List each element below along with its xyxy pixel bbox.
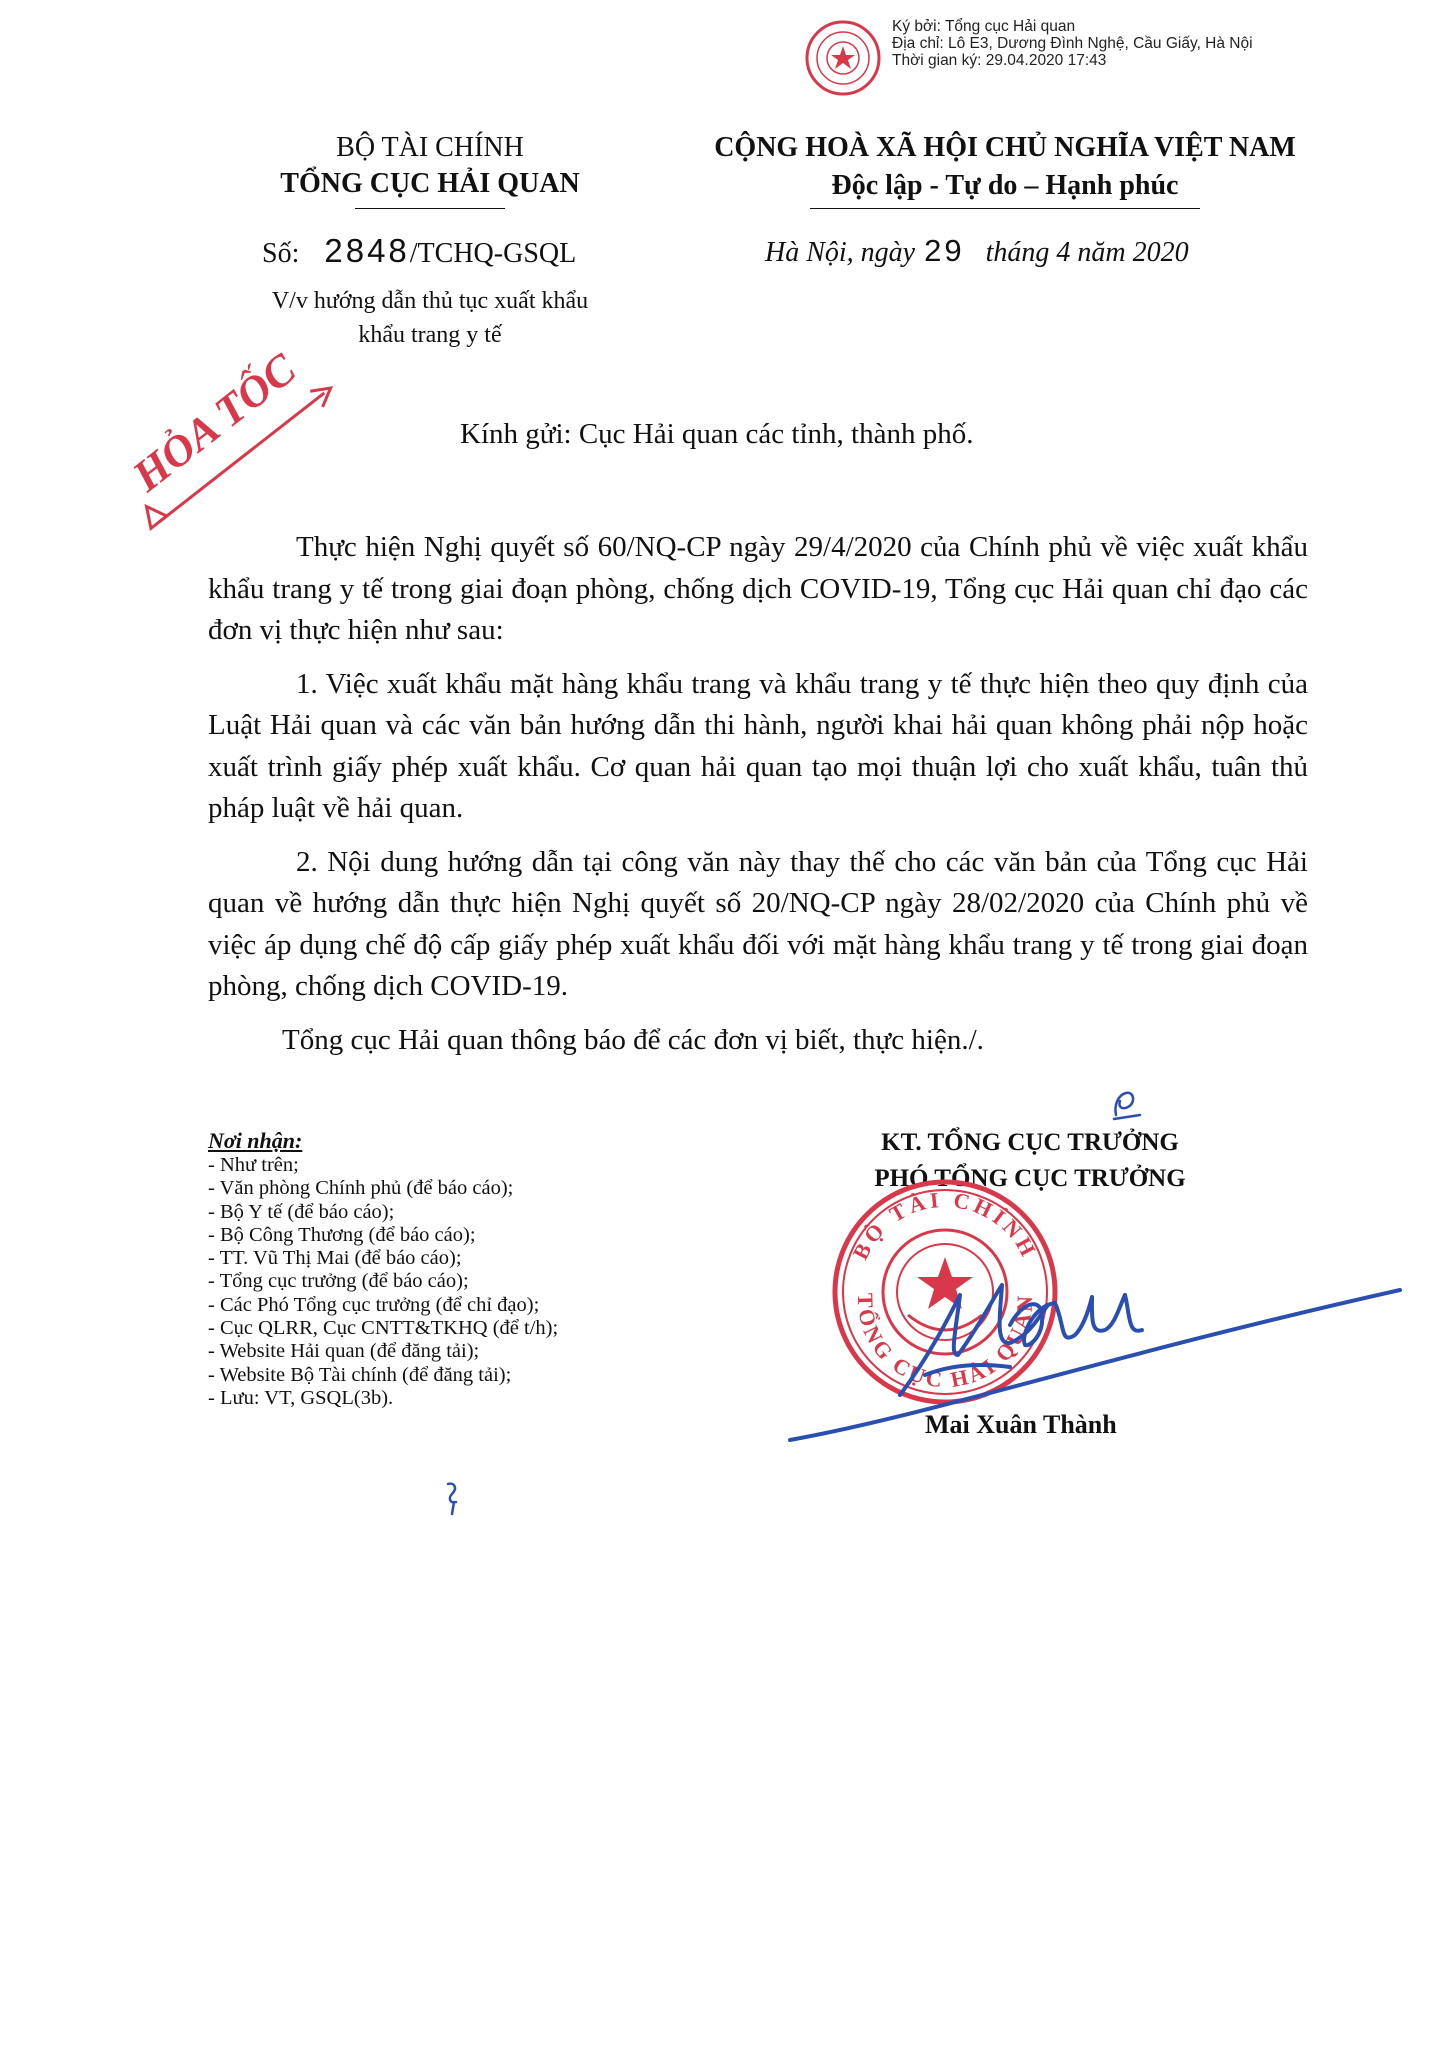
urgent-stamp: [85, 305, 355, 555]
agency-name: TỔNG CỤC HẢI QUAN: [280, 168, 580, 199]
urgent-stamp-text: HỎA TỐC: [123, 344, 305, 501]
document-body: [208, 527, 1308, 1061]
signed-address: Địa chỉ: Lô E3, Dương Đình Nghệ, Cầu Giấy, Hà Nội: [892, 35, 1253, 52]
recipients-section: [208, 1127, 558, 1410]
number-handwritten: 2848: [324, 232, 410, 269]
recipient-item: - Bộ Y tế (để báo cáo);: [208, 1200, 395, 1223]
recipient-item: - Như trên;: [208, 1154, 299, 1176]
recipient-item: - Các Phó Tổng cục trưởng (để chỉ đạo);: [208, 1293, 540, 1316]
digital-signature-seal-icon: [803, 18, 883, 98]
date-day: 29: [924, 233, 965, 268]
number-suffix: /TCHQ-GSQL: [409, 238, 577, 269]
recipient-item: - Bộ Công Thương (để báo cáo);: [208, 1223, 476, 1246]
recipients-title: Nơi nhận:: [208, 1128, 303, 1153]
body-item-2: 2. Nội dung hướng dẫn tại công văn này thay thế cho các văn bản của Tổng cục Hải quan về hướng dẫn thực hiện Nghị quyết số 20/NQ-CP ngày 28/02/2020 của Chính phủ về việc áp dụng chế độ cấp giấy phép xuất khẩu đối với mặt hàng khẩu trang y tế trong giai đoạn phòng, chống dịch COVID-19.: [208, 845, 1308, 1002]
recipient-item: - Lưu: VT, GSQL(3b).: [208, 1386, 394, 1409]
recipient-item: - Văn phòng Chính phủ (để báo cáo);: [208, 1177, 514, 1200]
subject-line-1: V/v hướng dẫn thủ tục xuất khẩu: [271, 288, 589, 314]
recipient-item: - Website Bộ Tài chính (để đăng tải);: [208, 1363, 512, 1386]
number-label: Số:: [262, 238, 300, 269]
initial-mark-icon: [1108, 1085, 1148, 1125]
signature-line-2: PHÓ TỔNG CỤC TRƯỞNG: [874, 1165, 1186, 1192]
document-number: [262, 233, 576, 272]
signed-time: Thời gian ký: 29.04.2020 17:43: [892, 52, 1107, 69]
svg-text:BỘ TÀI CHÍNH: BỘ TÀI CHÍNH: [847, 1186, 1043, 1264]
ministry-name: BỘ TÀI CHÍNH: [336, 132, 524, 163]
recipient-item: - Website Hải quan (để đăng tải);: [208, 1340, 480, 1363]
svg-text:TỔNG CỤC HẢI QUAN: TỔNG CỤC HẢI QUAN: [852, 1292, 1038, 1393]
signed-by: Ký bởi: Tổng cục Hải quan: [892, 18, 1076, 35]
digital-signature-info: [892, 18, 1253, 69]
nation-title: CỘNG HOÀ XÃ HỘI CHỦ NGHĨA VIỆT NAM: [714, 132, 1296, 163]
archive-initial-icon: [440, 1478, 470, 1518]
recipient-item: - Cục QLRR, Cục CNTT&TKHQ (để t/h);: [208, 1317, 559, 1340]
date-prefix: Hà Nội, ngày: [765, 237, 916, 268]
recipient-item: - TT. Vũ Thị Mai (để báo cáo);: [208, 1247, 462, 1270]
signature-line-1: KT. TỔNG CỤC TRƯỞNG: [881, 1129, 1179, 1156]
document-date: [765, 233, 1189, 271]
recipient-to: Kính gửi: Cục Hải quan các tỉnh, thành phố.: [460, 418, 974, 450]
body-intro: Thực hiện Nghị quyết số 60/NQ-CP ngày 29/4/2020 của Chính phủ về việc xuất khẩu khẩu trang y tế trong giai đoạn phòng, chống dịch COVID-19, Tổng cục Hải quan chỉ đạo các đơn vị thực hiện như sau:: [208, 531, 1308, 646]
recipient-item: - Tổng cục trưởng (để báo cáo);: [208, 1270, 469, 1293]
motto: Độc lập - Tự do – Hạnh phúc: [831, 170, 1179, 201]
body-closing: Tổng cục Hải quan thông báo để các đơn vị biết, thực hiện./.: [282, 1023, 984, 1056]
subject-line-2: khẩu trang y tế: [358, 322, 502, 348]
agency-underline: [355, 208, 505, 209]
date-suffix: tháng 4 năm 2020: [985, 237, 1189, 268]
motto-underline: [810, 208, 1200, 209]
signer-name: Mai Xuân Thành: [925, 1410, 1117, 1439]
body-item-1: 1. Việc xuất khẩu mặt hàng khẩu trang và khẩu trang y tế thực hiện theo quy định của Luật Hải quan và các văn bản hướng dẫn thi hành, người khai hải quan không phải nộp hoặc xuất trình giấy phép xuất khẩu. Cơ quan hải quan tạo mọi thuận lợi cho xuất khẩu, tuân thủ pháp luật về hải quan.: [208, 667, 1308, 824]
